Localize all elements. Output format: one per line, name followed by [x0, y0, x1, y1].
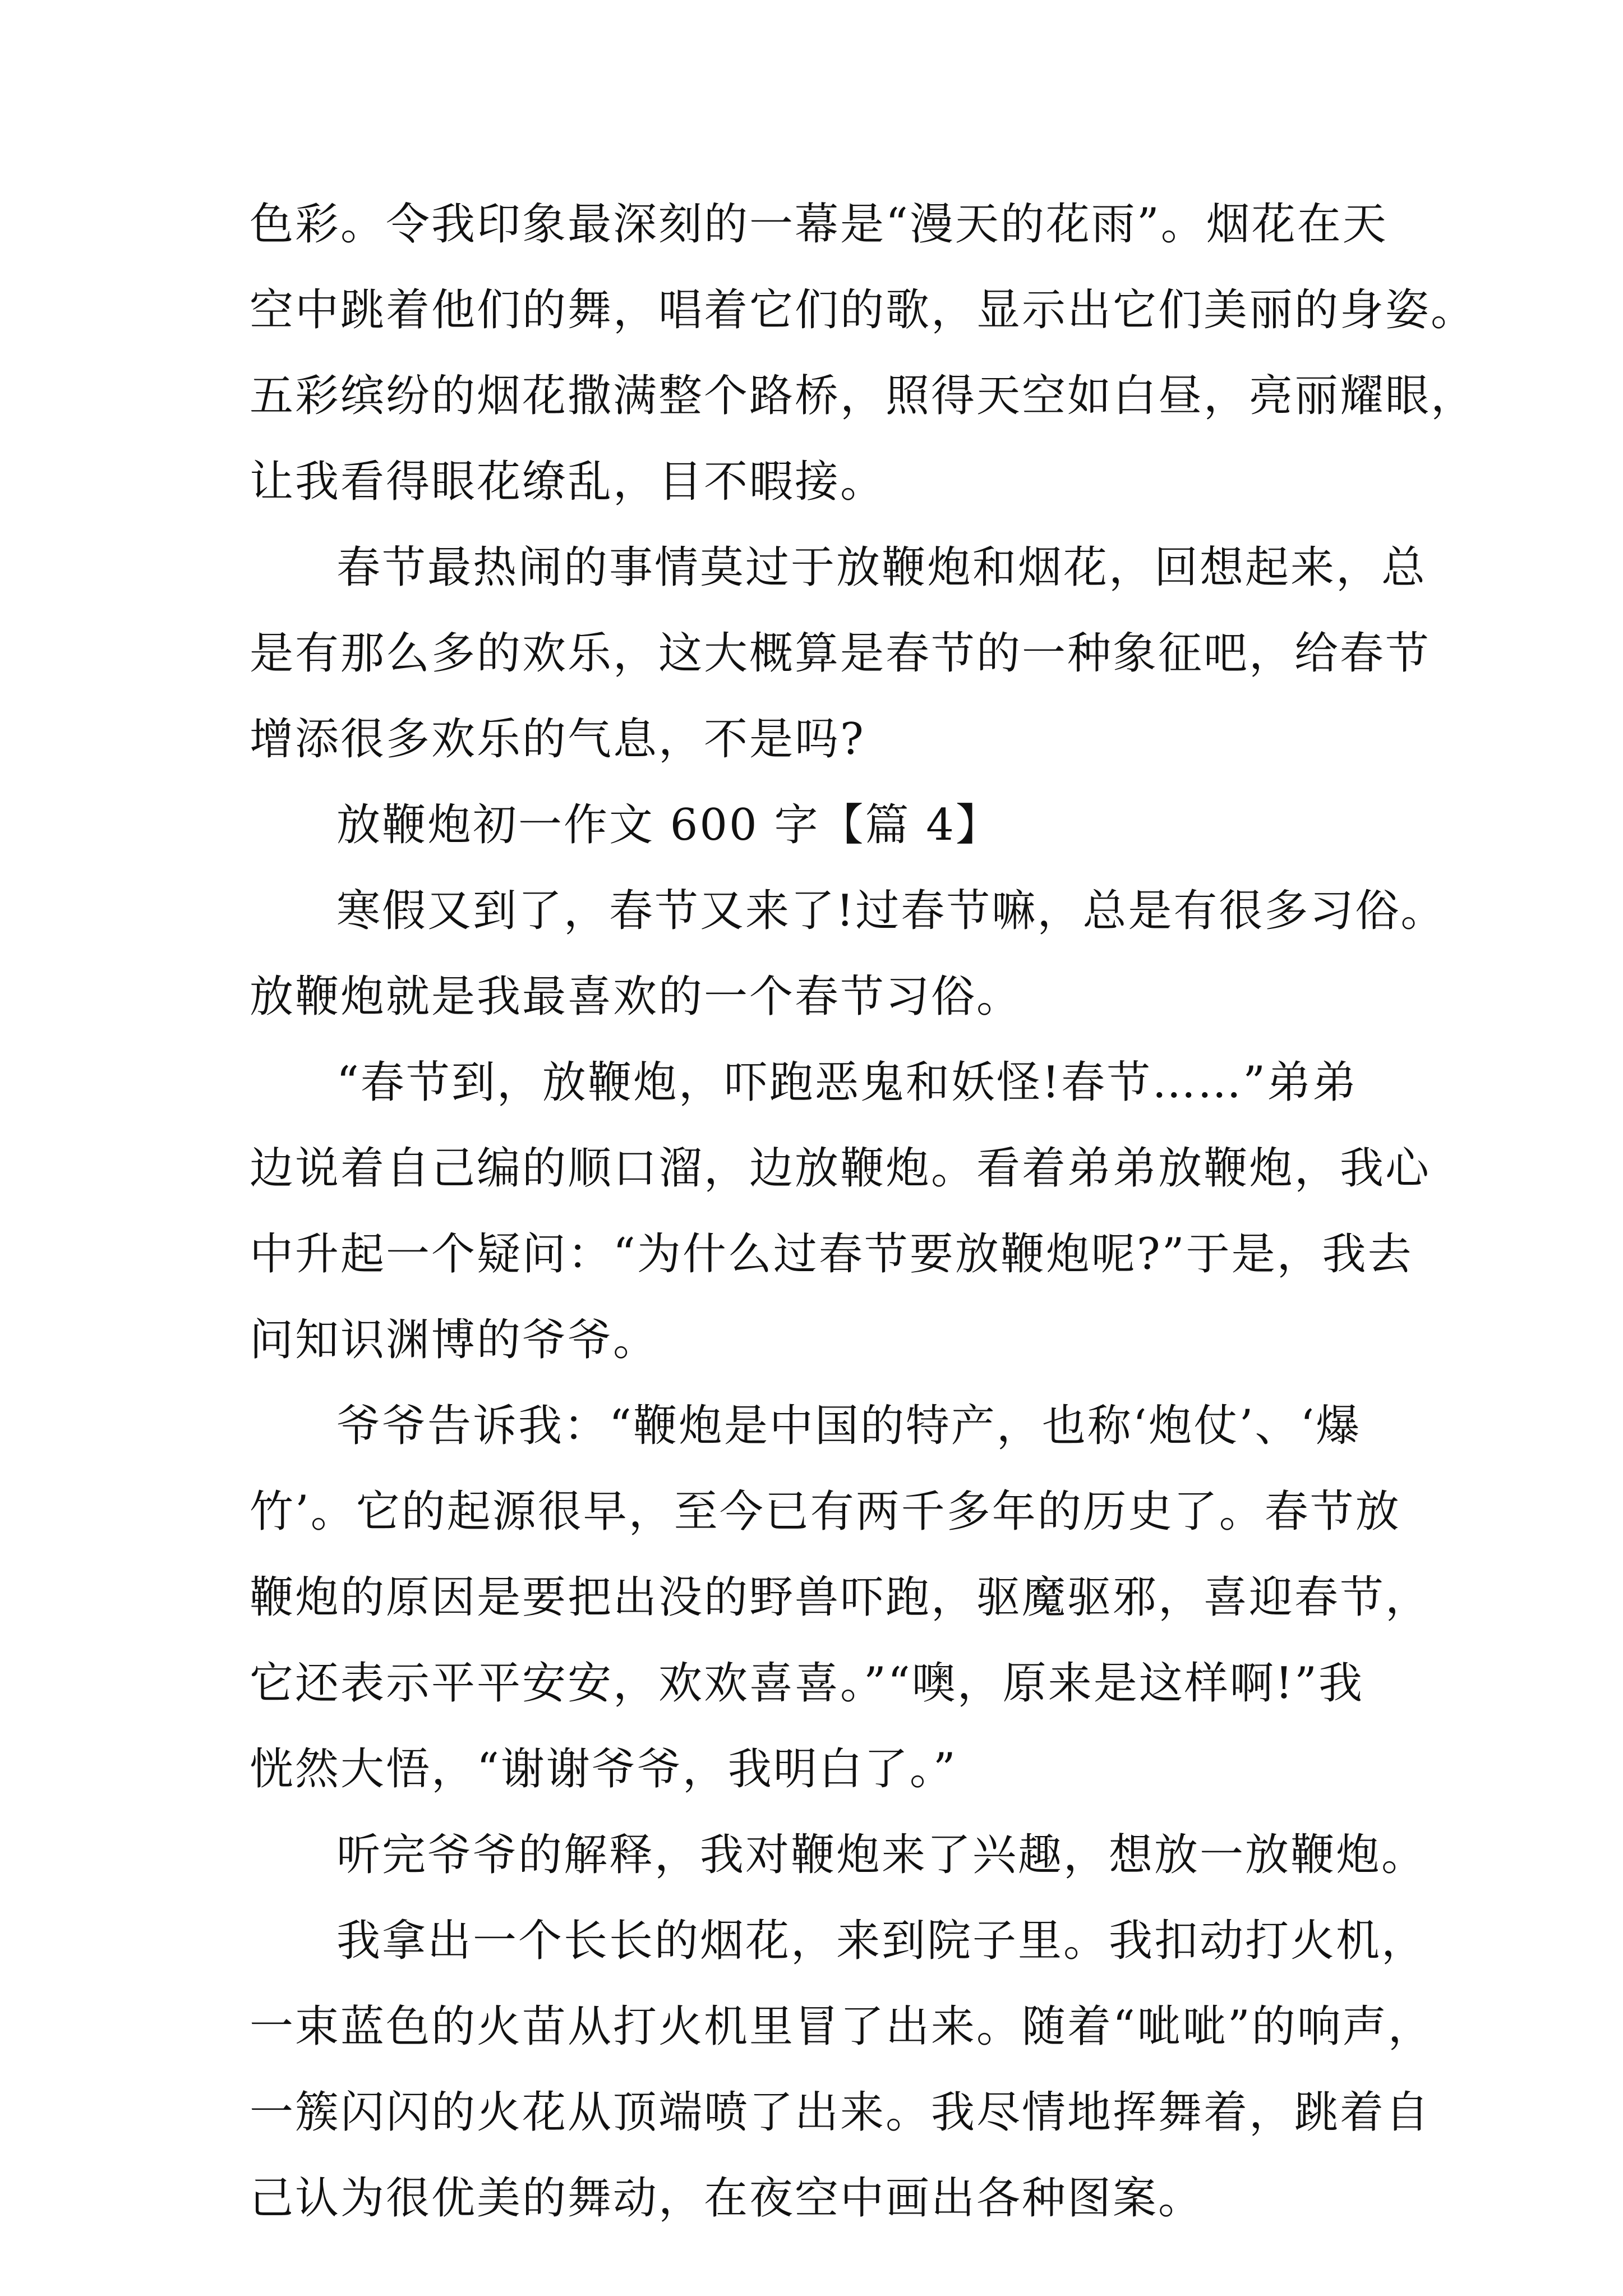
text-line: 它还表示平平安安，欢欢喜喜。”“噢，原来是这样啊!”我	[250, 1658, 1364, 1709]
text-line: 鞭炮的原因是要把出没的野兽吓跑，驱魔驱邪，喜迎春节，	[250, 1572, 1431, 1623]
text-line: 是有那么多的欢乐，这大概算是春节的一种象征吧，给春节	[250, 628, 1431, 679]
text-line: 增添很多欢乐的气息，不是吗?	[250, 714, 865, 765]
text-line: 一束蓝色的火苗从打火机里冒了出来。随着“呲呲”的响声，	[250, 2001, 1433, 2052]
text-line: 放鞭炮就是我最喜欢的一个春节习俗。	[250, 972, 1022, 1022]
text-line: 让我看得眼花缭乱，目不暇接。	[250, 457, 886, 507]
text-line: 中升起一个疑问：“为什么过春节要放鞭炮呢?”于是，我去	[250, 1229, 1413, 1280]
section-heading: 放鞭炮初一作文 600 字【篇 4】	[336, 800, 1001, 850]
text-line: 我拿出一个长长的烟花，来到院子里。我扣动打火机，	[336, 1916, 1427, 1966]
text-line: 爷爷告诉我：“鞭炮是中国的特产，也称‘炮仗’、‘爆	[336, 1401, 1362, 1451]
text-line: 竹’。它的起源很早，至今已有两千多年的历史了。春节放	[250, 1487, 1401, 1537]
text-line: 恍然大悟，“谢谢爷爷，我明白了。”	[250, 1744, 957, 1795]
text-line: 寒假又到了，春节又来了!过春节嘛，总是有很多习俗。	[336, 886, 1446, 936]
text-line: 色彩。令我印象最深刻的一幕是“漫天的花雨”。烟花在天	[250, 199, 1388, 250]
text-line: 问知识渊博的爷爷。	[250, 1315, 659, 1365]
text-line: 己认为很优美的舞动，在夜空中画出各种图案。	[250, 2173, 1204, 2224]
text-line: 春节最热闹的事情莫过于放鞭炮和烟花，回想起来，总	[336, 542, 1427, 593]
text-line: 一簇闪闪的火花从顶端喷了出来。我尽情地挥舞着，跳着自	[250, 2087, 1431, 2138]
text-line: “春节到，放鞭炮，吓跑恶鬼和妖怪!春节……”弟弟	[336, 1057, 1358, 1108]
text-line: 边说着自己编的顺口溜，边放鞭炮。看着弟弟放鞭炮，我心	[250, 1143, 1431, 1194]
text-line: 空中跳着他们的舞，唱着它们的歌，显示出它们美丽的身姿。	[250, 285, 1477, 335]
text-line: 五彩缤纷的烟花撒满整个路桥，照得天空如白昼，亮丽耀眼，	[250, 371, 1477, 421]
text-line: 听完爷爷的解释，我对鞭炮来了兴趣，想放一放鞭炮。	[336, 1830, 1427, 1880]
